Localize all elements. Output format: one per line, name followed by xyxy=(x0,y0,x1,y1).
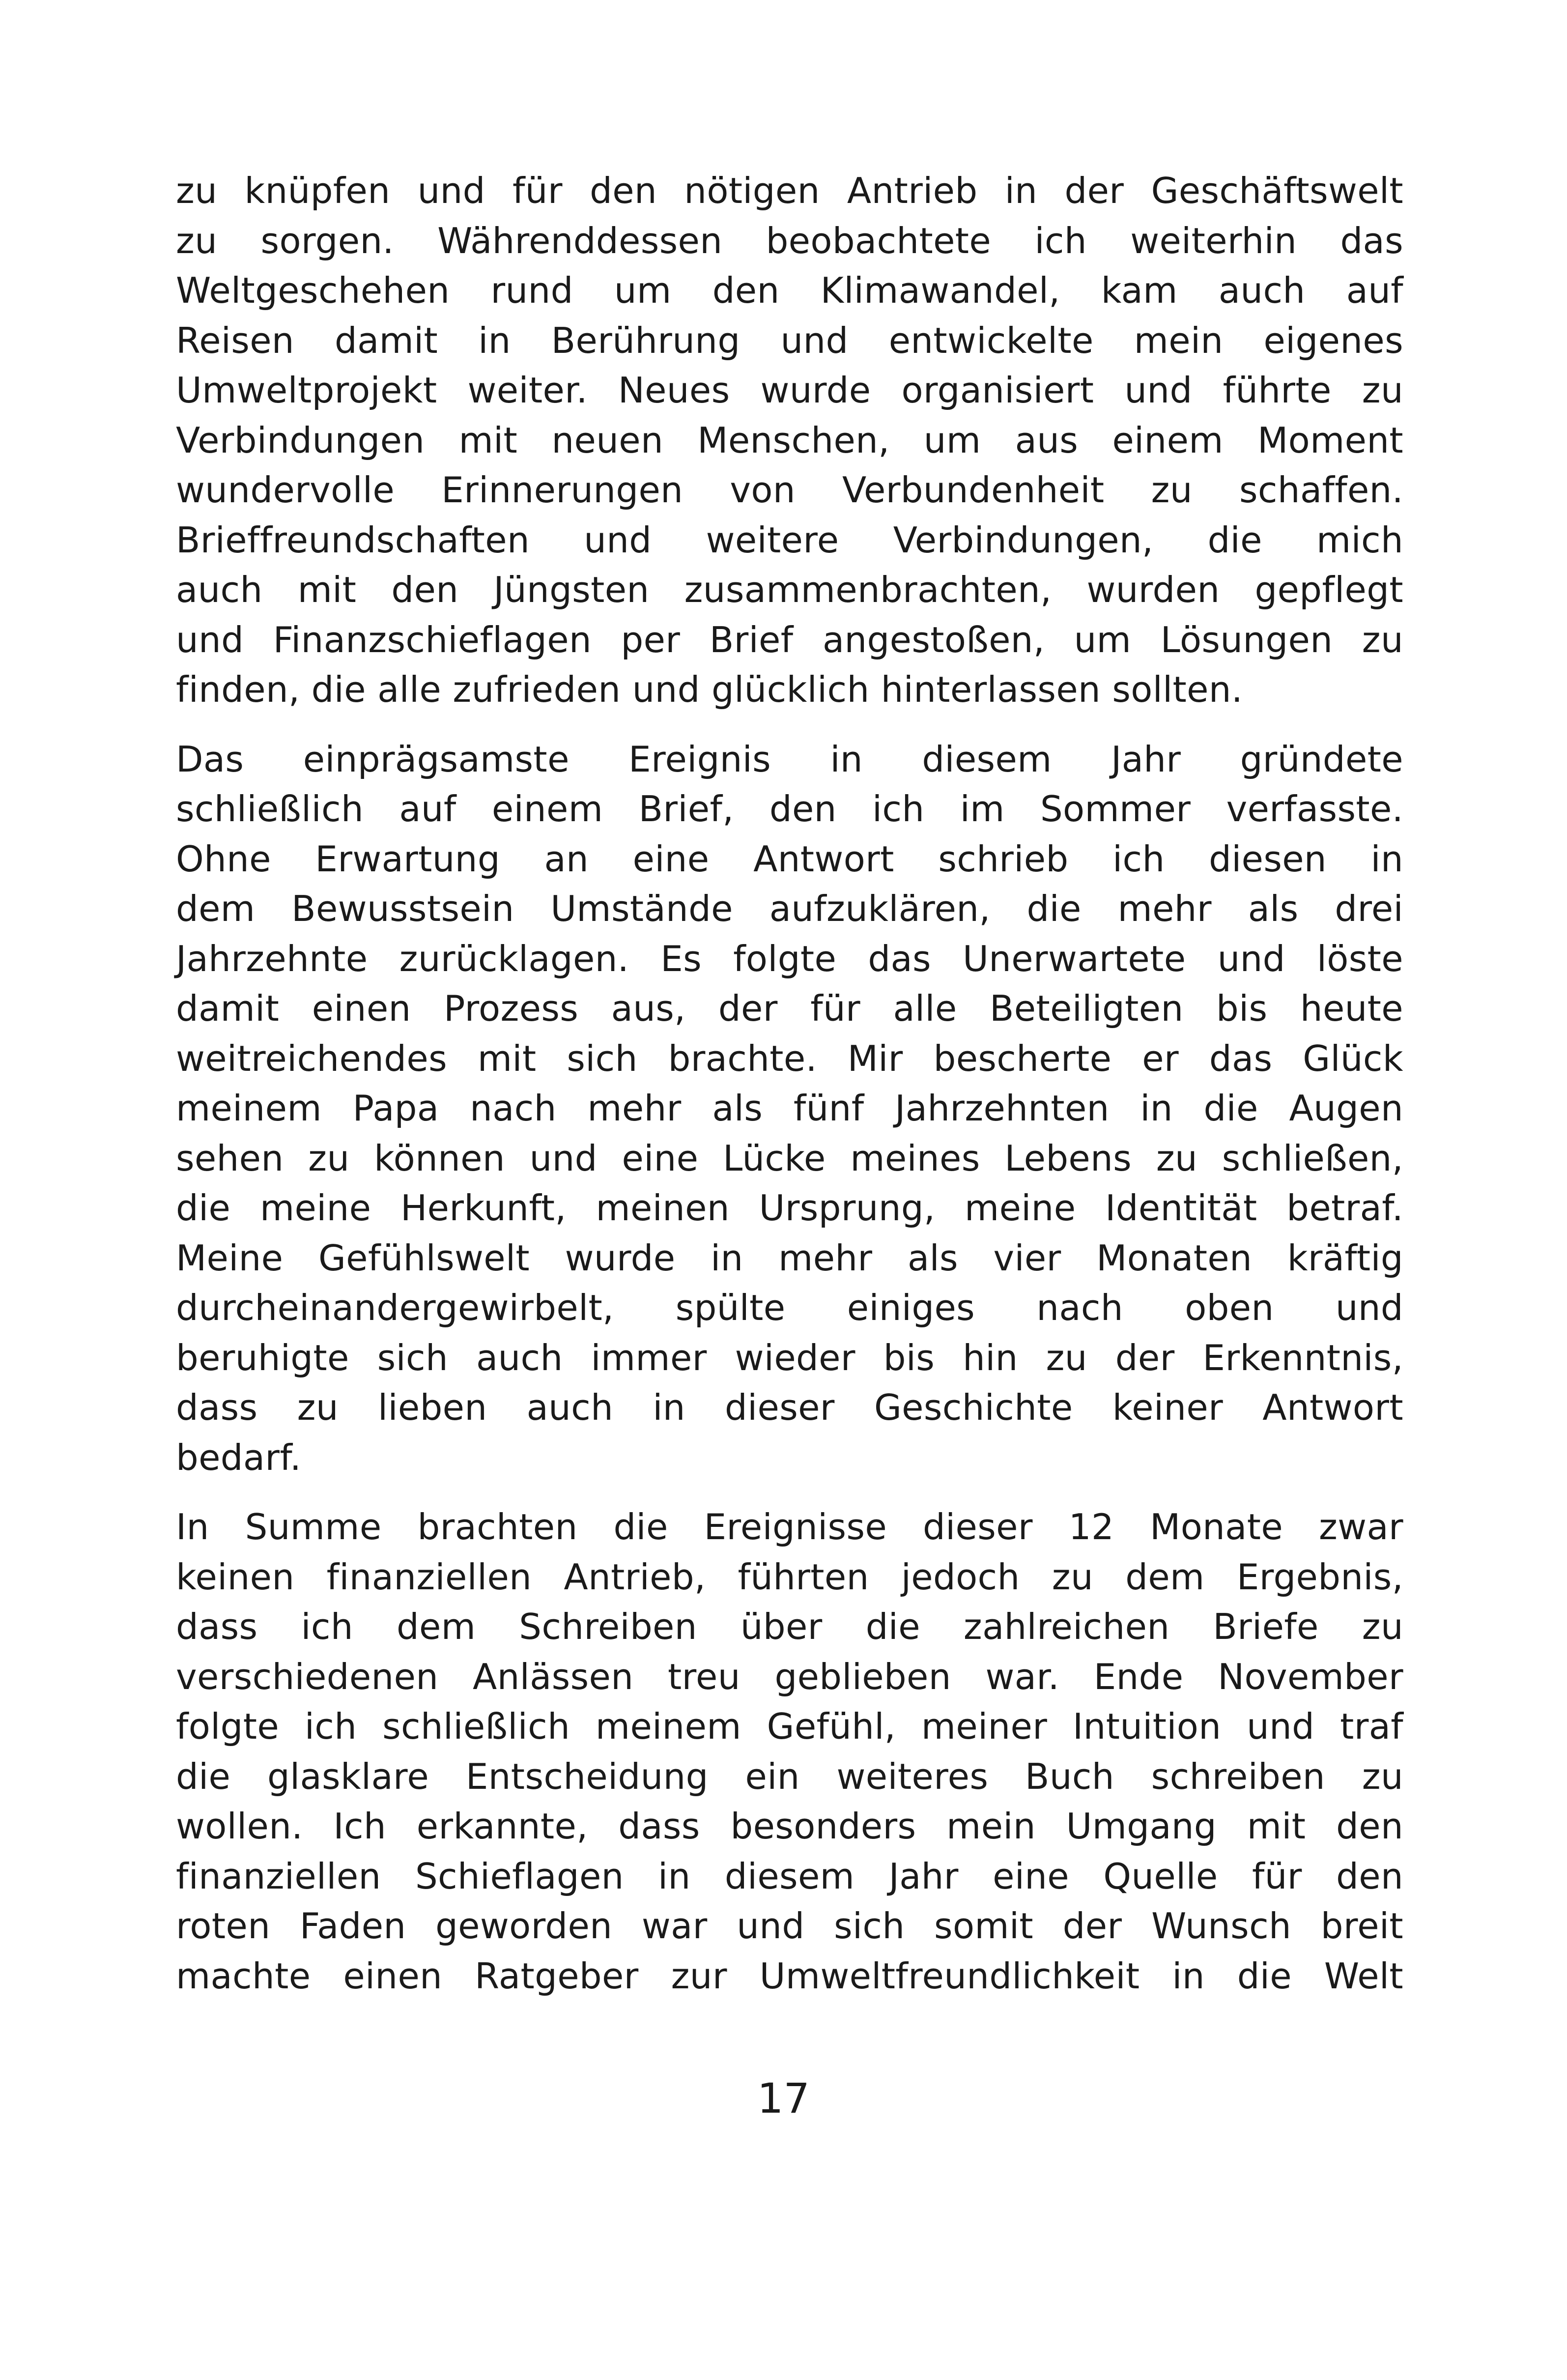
text-line: Das einprägsamste Ereignis in diesem Jahr gründete xyxy=(176,738,1403,780)
text-line: auch mit den Jüngsten zusammenbrachten, wurden gepflegt xyxy=(176,569,1403,610)
text-line: zu sorgen. Währenddessen beobachtete ich weiterhin das xyxy=(176,220,1403,261)
text-line: keinen finanziellen Antrieb, führten jedoch zu dem Ergebnis, xyxy=(176,1556,1403,1598)
text-line: machte einen Ratgeber zur Umweltfreundlichkeit in die Welt xyxy=(176,1955,1403,1997)
paragraph xyxy=(176,735,1403,1483)
text-line: Verbindungen mit neuen Menschen, um aus einem Moment xyxy=(176,419,1403,461)
text-line: Brieffreundschaften und weitere Verbindungen, die mich xyxy=(176,519,1403,561)
text-line: meinem Papa nach mehr als fünf Jahrzehnten in die Augen xyxy=(176,1088,1403,1129)
text-line: schließlich auf einem Brief, den ich im Sommer verfasste. xyxy=(176,788,1403,830)
paragraph xyxy=(176,1502,1403,2001)
text-line: die meine Herkunft, meinen Ursprung, meine Identität betraf. xyxy=(176,1187,1403,1229)
text-line: In Summe brachten die Ereignisse dieser 12 Monate zwar xyxy=(176,1506,1403,1548)
text-line: Meine Gefühlswelt wurde in mehr als vier Monaten kräftig xyxy=(176,1237,1403,1279)
text-line: Reisen damit in Berührung und entwickelte mein eigenes xyxy=(176,319,1403,361)
text-line: Umweltprojekt weiter. Neues wurde organisiert und führte zu xyxy=(176,370,1403,411)
text-line: und Finanzschieflagen per Brief angestoßen, um Lösungen zu xyxy=(176,619,1403,660)
text-line: damit einen Prozess aus, der für alle Beteiligten bis heute xyxy=(176,988,1403,1029)
text-line: sehen zu können und eine Lücke meines Lebens zu schließen, xyxy=(176,1137,1403,1179)
text-line: wollen. Ich erkannte, dass besonders mein Umgang mit den xyxy=(176,1806,1403,1847)
text-line: folgte ich schließlich meinem Gefühl, meiner Intuition und traf xyxy=(176,1706,1403,1747)
page-number: 17 xyxy=(757,2074,810,2122)
text-line: Jahrzehnte zurücklagen. Es folgte das Unerwartete und löste xyxy=(176,938,1403,979)
text-line: verschiedenen Anlässen treu geblieben war. Ende November xyxy=(176,1656,1403,1697)
text-line: zu knüpfen und für den nötigen Antrieb in der Geschäftswelt xyxy=(176,170,1403,211)
text-line: die glasklare Entscheidung ein weiteres Buch schreiben zu xyxy=(176,1755,1403,1797)
text-line: weitreichendes mit sich brachte. Mir bescherte er das Glück xyxy=(176,1037,1403,1079)
text-line: dass zu lieben auch in dieser Geschichte keiner Antwort xyxy=(176,1387,1403,1428)
text-line: Ohne Erwartung an eine Antwort schrieb ich diesen in xyxy=(176,838,1403,880)
text-line: bedarf. xyxy=(176,1436,302,1478)
text-line: finanziellen Schieflagen in diesem Jahr eine Quelle für den xyxy=(176,1855,1403,1897)
text-line: durcheinandergewirbelt, spülte einiges nach oben und xyxy=(176,1287,1403,1328)
text-line: wundervolle Erinnerungen von Verbundenheit zu schaffen. xyxy=(176,469,1403,511)
body-text xyxy=(176,166,1403,2001)
text-line: dass ich dem Schreiben über die zahlreichen Briefe zu xyxy=(176,1606,1403,1647)
text-line: beruhigte sich auch immer wieder bis hin zu der Erkenntnis, xyxy=(176,1337,1403,1378)
text-line: finden, die alle zufrieden und glücklich hinterlassen sollten. xyxy=(176,669,1243,710)
paragraph xyxy=(176,166,1403,715)
text-line: dem Bewusstsein Umstände aufzuklären, die mehr als drei xyxy=(176,888,1403,929)
text-line: Weltgeschehen rund um den Klimawandel, kam auch auf xyxy=(176,270,1403,311)
text-line: roten Faden geworden war und sich somit der Wunsch breit xyxy=(176,1905,1403,1947)
